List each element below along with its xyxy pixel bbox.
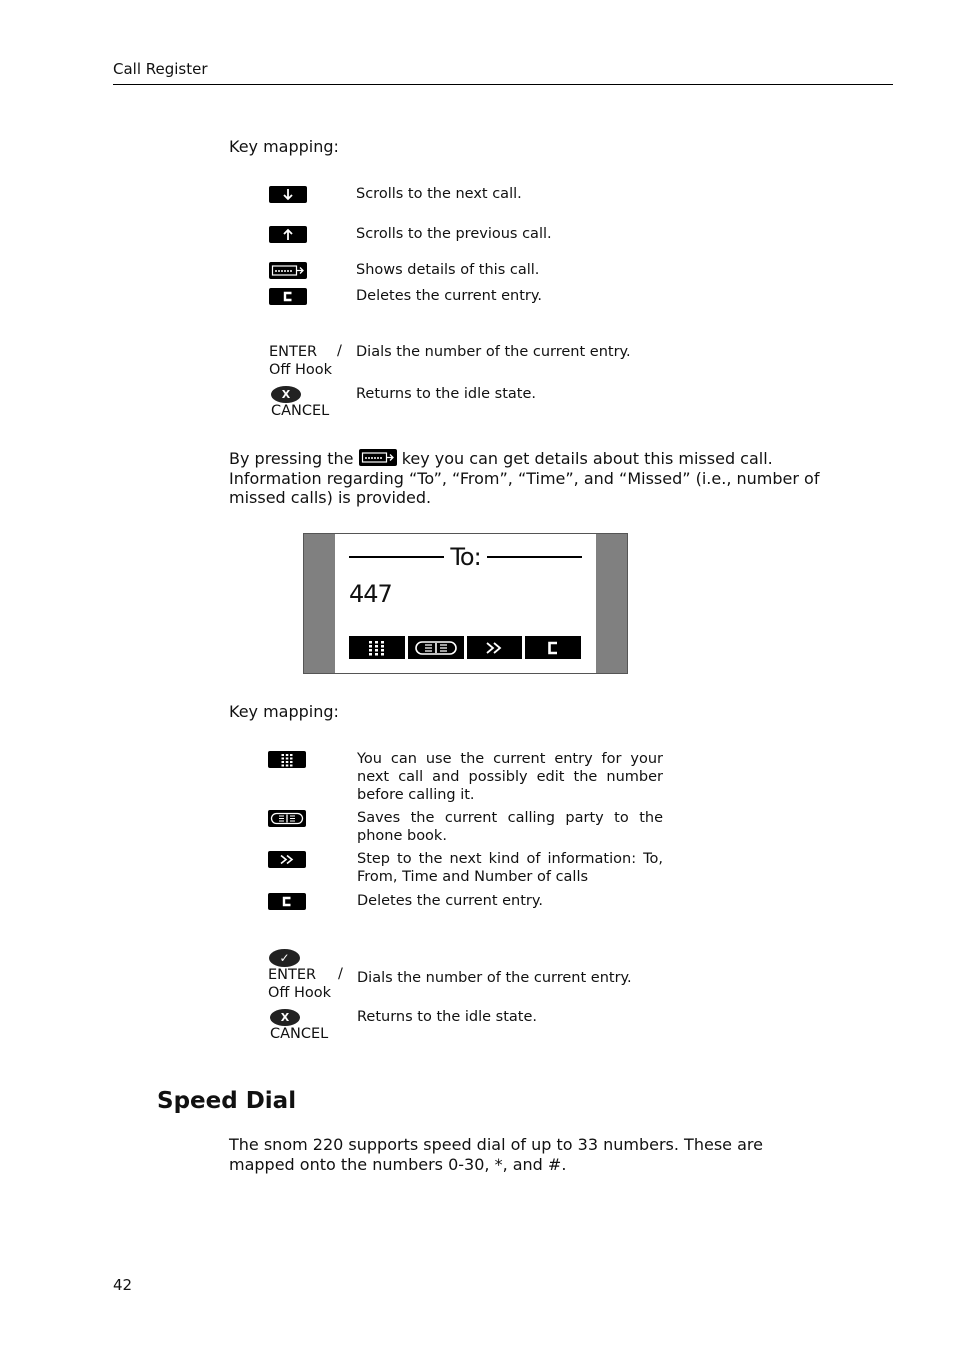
details-paragraph: By pressing the key you can get details about this missed call. Information regarding “To”, “From”, “Time”, and “Missed” (i.e., number of missed calls) is provided.	[229, 449, 820, 507]
desc-use-entry: You can use the current entry for your next call and possibly edit the number before calling it.	[357, 751, 663, 803]
details-icon	[359, 449, 397, 466]
speed-dial-heading: Speed Dial	[157, 1088, 297, 1114]
page-number: 42	[113, 1276, 133, 1294]
desc-idle-state: Returns to the idle state.	[356, 386, 536, 402]
key-mapping-label-1: Key mapping:	[229, 137, 339, 156]
enter-check-icon: ✓	[269, 949, 300, 967]
display-title	[349, 543, 582, 571]
details-icon	[269, 262, 307, 279]
key-mapping-label-2: Key mapping:	[229, 702, 339, 721]
keypad-icon	[268, 751, 306, 768]
cancel-label-2: CANCEL	[270, 1026, 329, 1042]
display-softkeys	[349, 636, 581, 659]
display-number: 447	[349, 580, 392, 608]
desc-next-info: Step to the next kind of information: To, From, Time and Number of calls	[357, 851, 663, 885]
enter-label: ENTER	[269, 344, 318, 360]
next-icon	[467, 636, 523, 659]
slash-separator-2: /	[338, 966, 343, 982]
phone-display	[303, 533, 628, 674]
display-title-text: To:	[450, 543, 481, 571]
desc-previous-call: Scrolls to the previous call.	[356, 226, 552, 242]
c-key-icon	[269, 288, 307, 305]
off-hook-label: Off Hook	[269, 362, 333, 378]
cancel-icon: X	[271, 386, 301, 403]
desc-next-call: Scrolls to the next call.	[356, 186, 522, 202]
slash-separator: /	[337, 343, 342, 359]
c-key-icon	[268, 893, 306, 910]
phonebook-icon	[268, 810, 306, 827]
desc-dial-number: Dials the number of the current entry.	[356, 344, 631, 360]
desc-save-phonebook: Saves the current calling party to the phone book.	[357, 810, 663, 844]
down-arrow-icon	[269, 186, 307, 203]
c-key-icon	[525, 636, 581, 659]
desc-show-details: Shows details of this call.	[356, 262, 540, 278]
speed-dial-paragraph: The snom 220 supports speed dial of up to 33 numbers. These are mapped onto the numbers 0-30, *, and #.	[229, 1135, 763, 1174]
enter-label-2: ENTER	[268, 967, 317, 983]
next-icon	[268, 851, 306, 868]
header-rule	[113, 84, 893, 85]
keypad-icon	[349, 636, 405, 659]
cancel-label: CANCEL	[271, 403, 330, 419]
cancel-icon: X	[270, 1009, 300, 1026]
off-hook-label-2: Off Hook	[268, 985, 332, 1001]
display-screen	[335, 534, 596, 673]
desc-idle-state-2: Returns to the idle state.	[357, 1009, 537, 1025]
running-header: Call Register	[113, 60, 208, 78]
desc-delete-entry-2: Deletes the current entry.	[357, 893, 544, 909]
up-arrow-icon	[269, 226, 307, 243]
desc-delete-entry: Deletes the current entry.	[356, 288, 543, 304]
desc-dial-number-2: Dials the number of the current entry.	[357, 970, 632, 986]
phonebook-icon	[408, 636, 464, 659]
